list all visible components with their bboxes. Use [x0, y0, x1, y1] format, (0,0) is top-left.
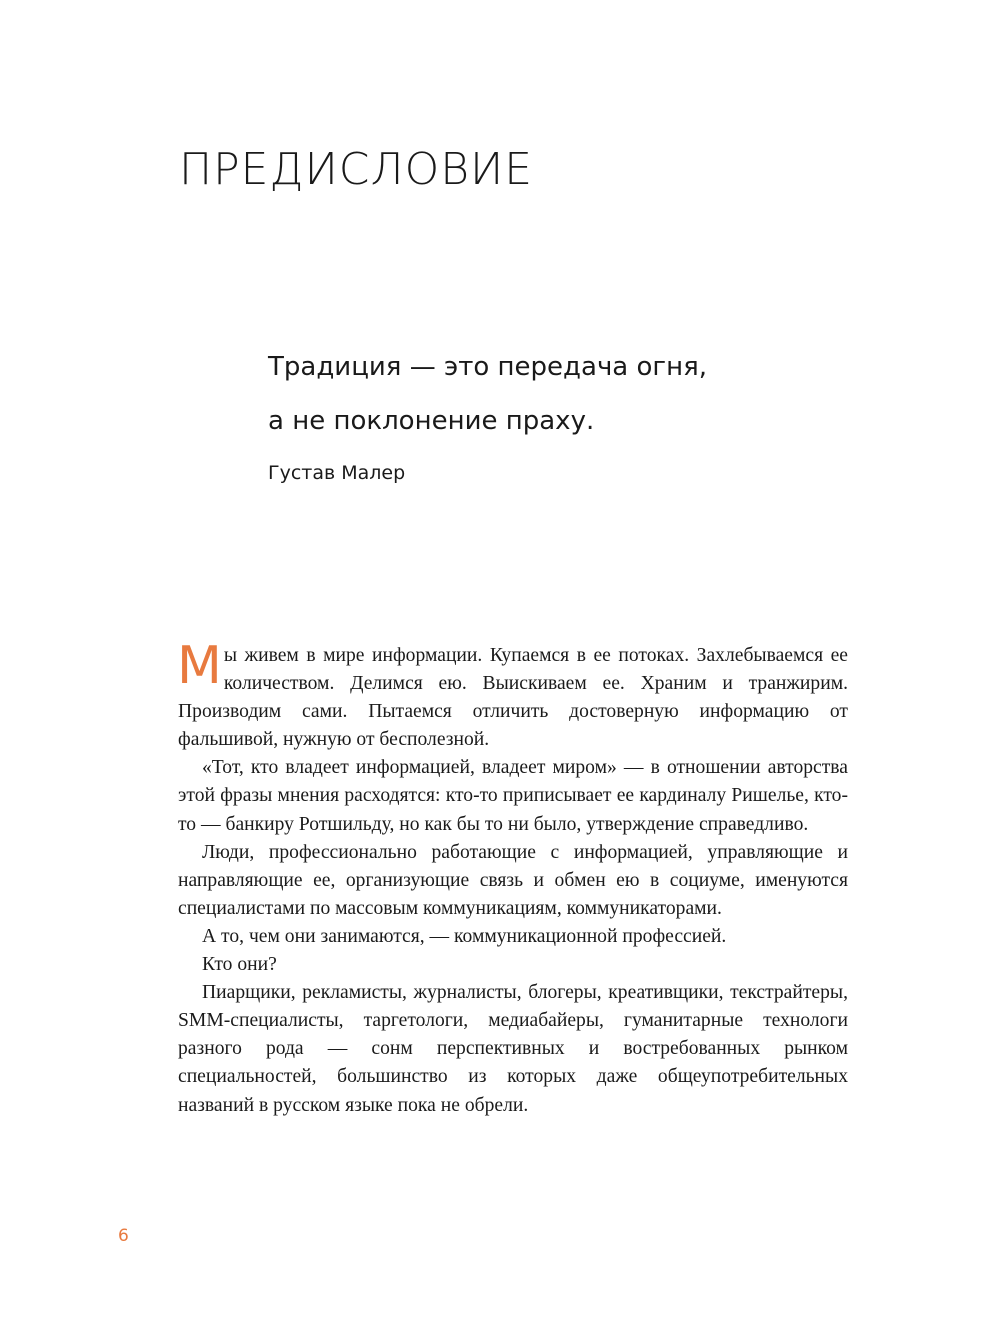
epigraph-line-1: Традиция — это передача огня,: [268, 352, 707, 382]
paragraph-1-text: ы живем в мире информации. Купаемся в ее потоках. Захлебываемся ее количеством. Делимся ею. Выискиваем ее. Храним и транжирим. Производим сами. Пытаемся отличить достоверную информацию от фальшивой, нужную от бесполезной.: [178, 645, 848, 751]
page-number: 6: [118, 1226, 129, 1246]
paragraph-6: Пиарщики, рекламисты, журналисты, блогеры, креативщики, текстрайтеры, SMM-специалисты, таргетологи, медиабайеры, гуманитарные технологи разного рода — сонм перспективных и востребованных рынком специальностей, большинство из которых даже общеупотребительных названий в русском языке пока не обрели.: [178, 982, 848, 1116]
epigraph-line-2: а не поклонение праху.: [268, 406, 595, 436]
paragraph-2: «Тот, кто владеет информацией, владеет миром» — в отношении авторства этой фразы мнения расходятся: кто-то приписывает ее кардиналу Ришелье, кто-то — банкиру Ротшильду, но как бы то ни было, утверждение справедливо.: [178, 757, 848, 835]
epigraph-author: Густав Малер: [268, 462, 406, 484]
drop-cap: М: [177, 636, 222, 696]
paragraph-1: [177, 636, 848, 754]
paragraph-5: Кто они?: [202, 954, 277, 976]
chapter-title: ПРЕДИСЛОВИЕ: [179, 144, 534, 195]
body-text: [177, 636, 848, 1120]
epigraph: [268, 340, 868, 488]
paragraph-3: Люди, профессионально работающие с информацией, управляющие и направляющие ее, организующие связь и обмен ею в социуме, именуются специалистами по массовым коммуникациям, коммуникаторами.: [178, 841, 848, 919]
paragraph-4: А то, чем они занимаются, — коммуникационной профессией.: [202, 925, 727, 947]
